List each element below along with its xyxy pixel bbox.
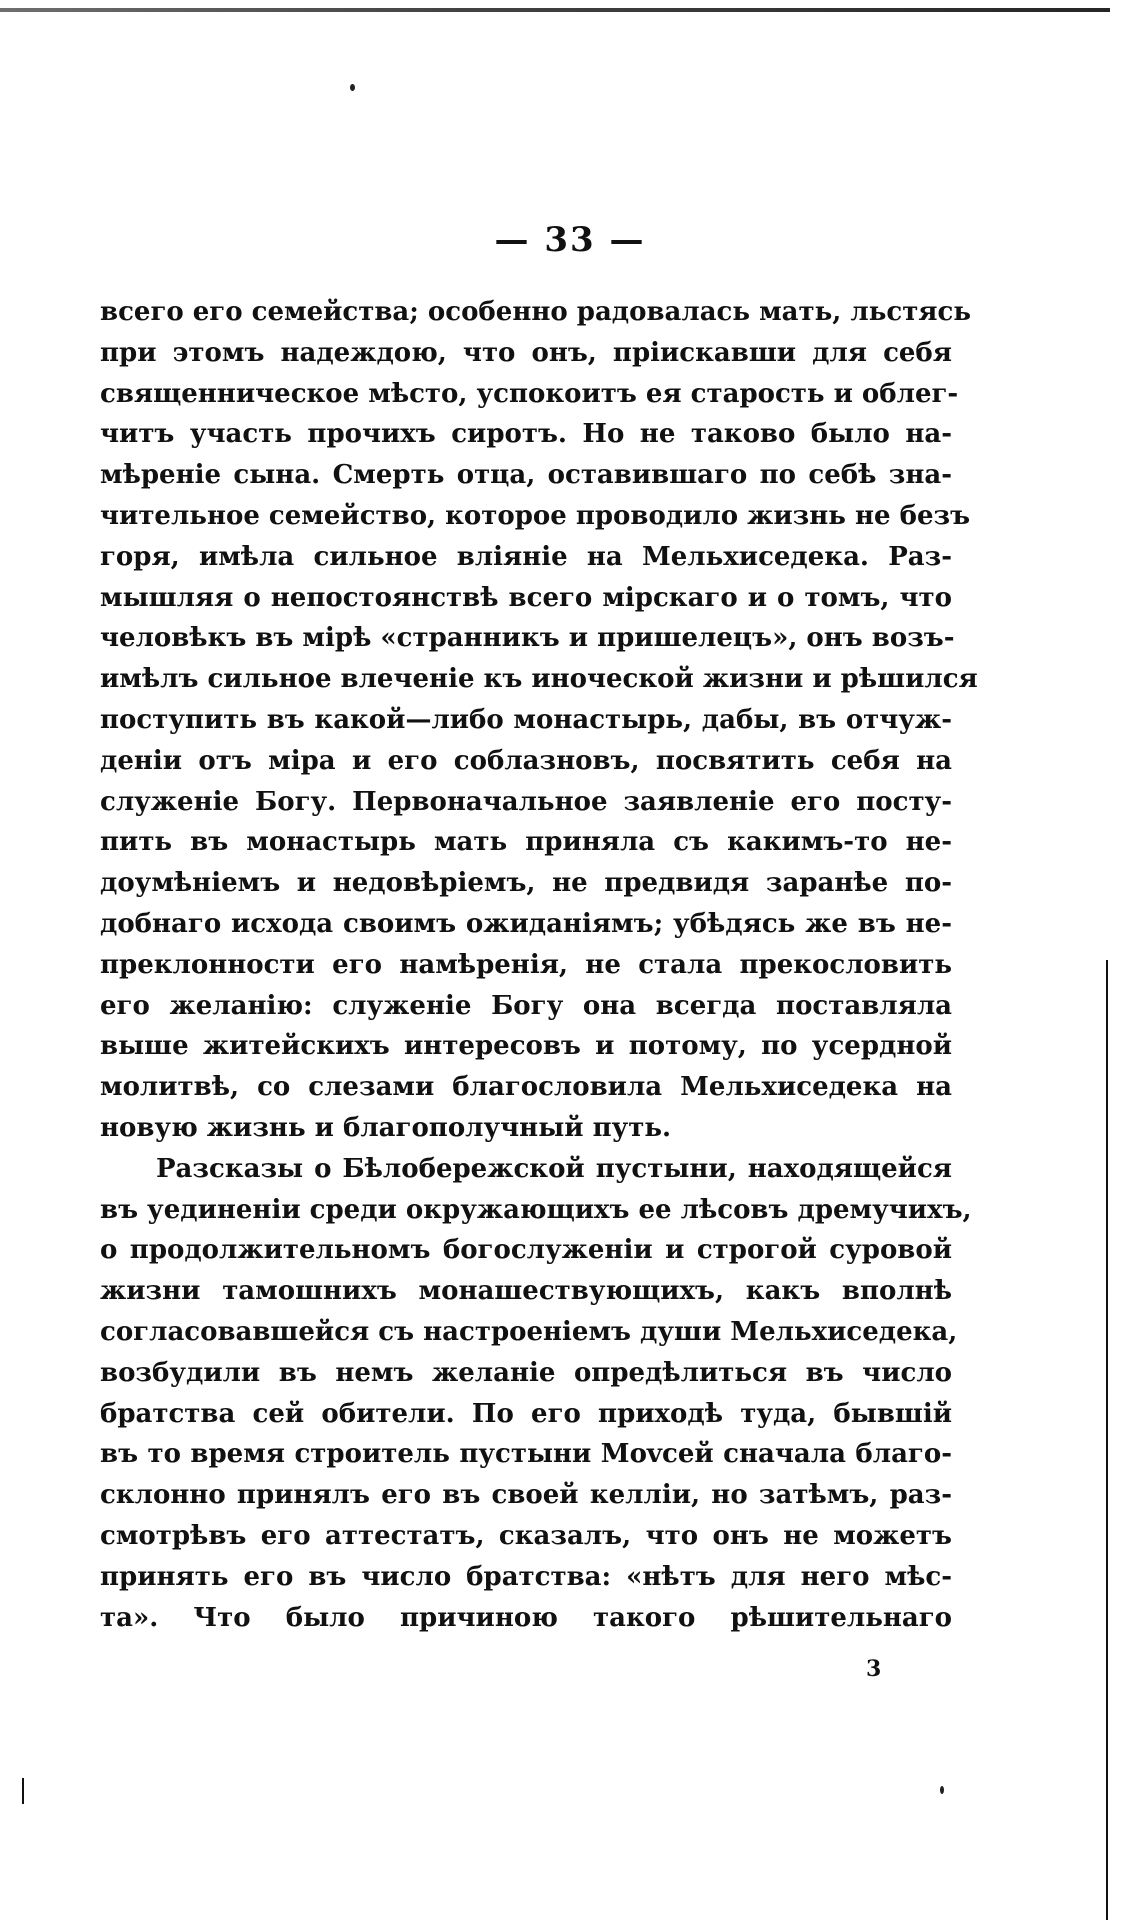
text-line: человѣкъ въ мiрѣ «странникъ и пришелецъ», онъ возъ- bbox=[100, 623, 955, 654]
text-line: принять его въ число братства: «нѣтъ для него мѣс- bbox=[100, 1561, 952, 1592]
left-margin-tick bbox=[22, 1778, 24, 1804]
right-margin-line bbox=[1106, 960, 1108, 1920]
top-edge-rule bbox=[0, 8, 1110, 12]
text-line: доумѣнiемъ и недовѣрiемъ, не предвидя заранѣе по- bbox=[100, 868, 952, 899]
dust-speck bbox=[940, 1786, 944, 1794]
text-line: возбудили въ немъ желанiе опредѣлиться въ число bbox=[100, 1357, 952, 1388]
text-line: при этомъ надеждою, что онъ, прiискавши для себя bbox=[100, 337, 952, 368]
text-line: преклонности его намѣренiя, не стала прекословить bbox=[100, 949, 952, 980]
text-line: Разсказы о Бѣлобережской пустыни, находящейся bbox=[156, 1153, 952, 1184]
body-text bbox=[100, 292, 978, 1638]
page-number: — 33 — bbox=[494, 220, 646, 260]
text-line: новую жизнь и благополучный путь. bbox=[100, 1112, 672, 1143]
text-line: мышляя о непостоянствѣ всего мiрскаго и о томъ, что bbox=[100, 582, 952, 613]
text-line: священническое мѣсто, успокоитъ ея старость и облег- bbox=[100, 378, 959, 409]
text-line: денiи отъ мiра и его соблазновъ, посвятить себя на bbox=[100, 745, 952, 776]
text-line: горя, имѣла сильное влiянiе на Мельхиседека. Раз- bbox=[100, 541, 952, 572]
paragraph-2 bbox=[100, 1149, 972, 1639]
text-line: выше житейскихъ интересовъ и потому, по усердной bbox=[100, 1031, 952, 1062]
printer-signature-mark: 3 bbox=[866, 1656, 882, 1682]
text-line: жизни тамошнихъ монашествующихъ, какъ вполнѣ bbox=[100, 1276, 952, 1307]
text-line: склонно принялъ его въ своей келлiи, но затѣмъ, раз- bbox=[100, 1480, 952, 1511]
text-line: та». Что было причиною такого рѣшительнаго bbox=[100, 1602, 952, 1633]
text-line: смотрѣвъ его аттестатъ, сказалъ, что онъ не можетъ bbox=[100, 1520, 952, 1551]
text-line: служенiе Богу. Первоначальное заявленiе его посту- bbox=[100, 786, 952, 817]
text-line: чительное семейство, которое проводило жизнь не безъ bbox=[100, 500, 971, 531]
text-line: о продолжительномъ богослуженiи и строгой суровой bbox=[100, 1235, 952, 1266]
text-line: братства сей обители. По его приходѣ туда, бывшiй bbox=[100, 1398, 952, 1429]
text-line: молитвѣ, со слезами благословила Мельхиседека на bbox=[100, 1072, 952, 1103]
text-line: добнаго исхода своимъ ожиданiямъ; убѣдясь же въ не- bbox=[100, 908, 952, 939]
text-line: всего его семейства; особенно радовалась мать, льстясь bbox=[100, 297, 971, 327]
text-line: въ то время строитель пустыни Моvсей сначала благо- bbox=[100, 1439, 952, 1470]
text-line: пить въ монастырь мать приняла съ какимъ-то не- bbox=[100, 827, 952, 858]
text-line: читъ участь прочихъ сиротъ. Но не таково было на- bbox=[100, 419, 952, 450]
text-line: его желанiю: служенiе Богу она всегда поставляла bbox=[100, 990, 952, 1021]
text-line: имѣлъ сильное влеченiе къ иноческой жизни и рѣшился bbox=[100, 664, 978, 695]
text-line: въ уединенiи среди окружающихъ ее лѣсовъ дремучихъ, bbox=[100, 1194, 972, 1225]
dust-speck bbox=[350, 84, 355, 91]
text-line: поступить въ какой—либо монастырь, дабы, въ отчуж- bbox=[100, 704, 952, 735]
text-line: мѣренiе сына. Смерть отца, оставившаго по себѣ зна- bbox=[100, 460, 952, 491]
paragraph-1 bbox=[100, 292, 978, 1149]
text-line: согласовавшейся съ настроенiемъ души Мельхиседека, bbox=[100, 1316, 958, 1347]
